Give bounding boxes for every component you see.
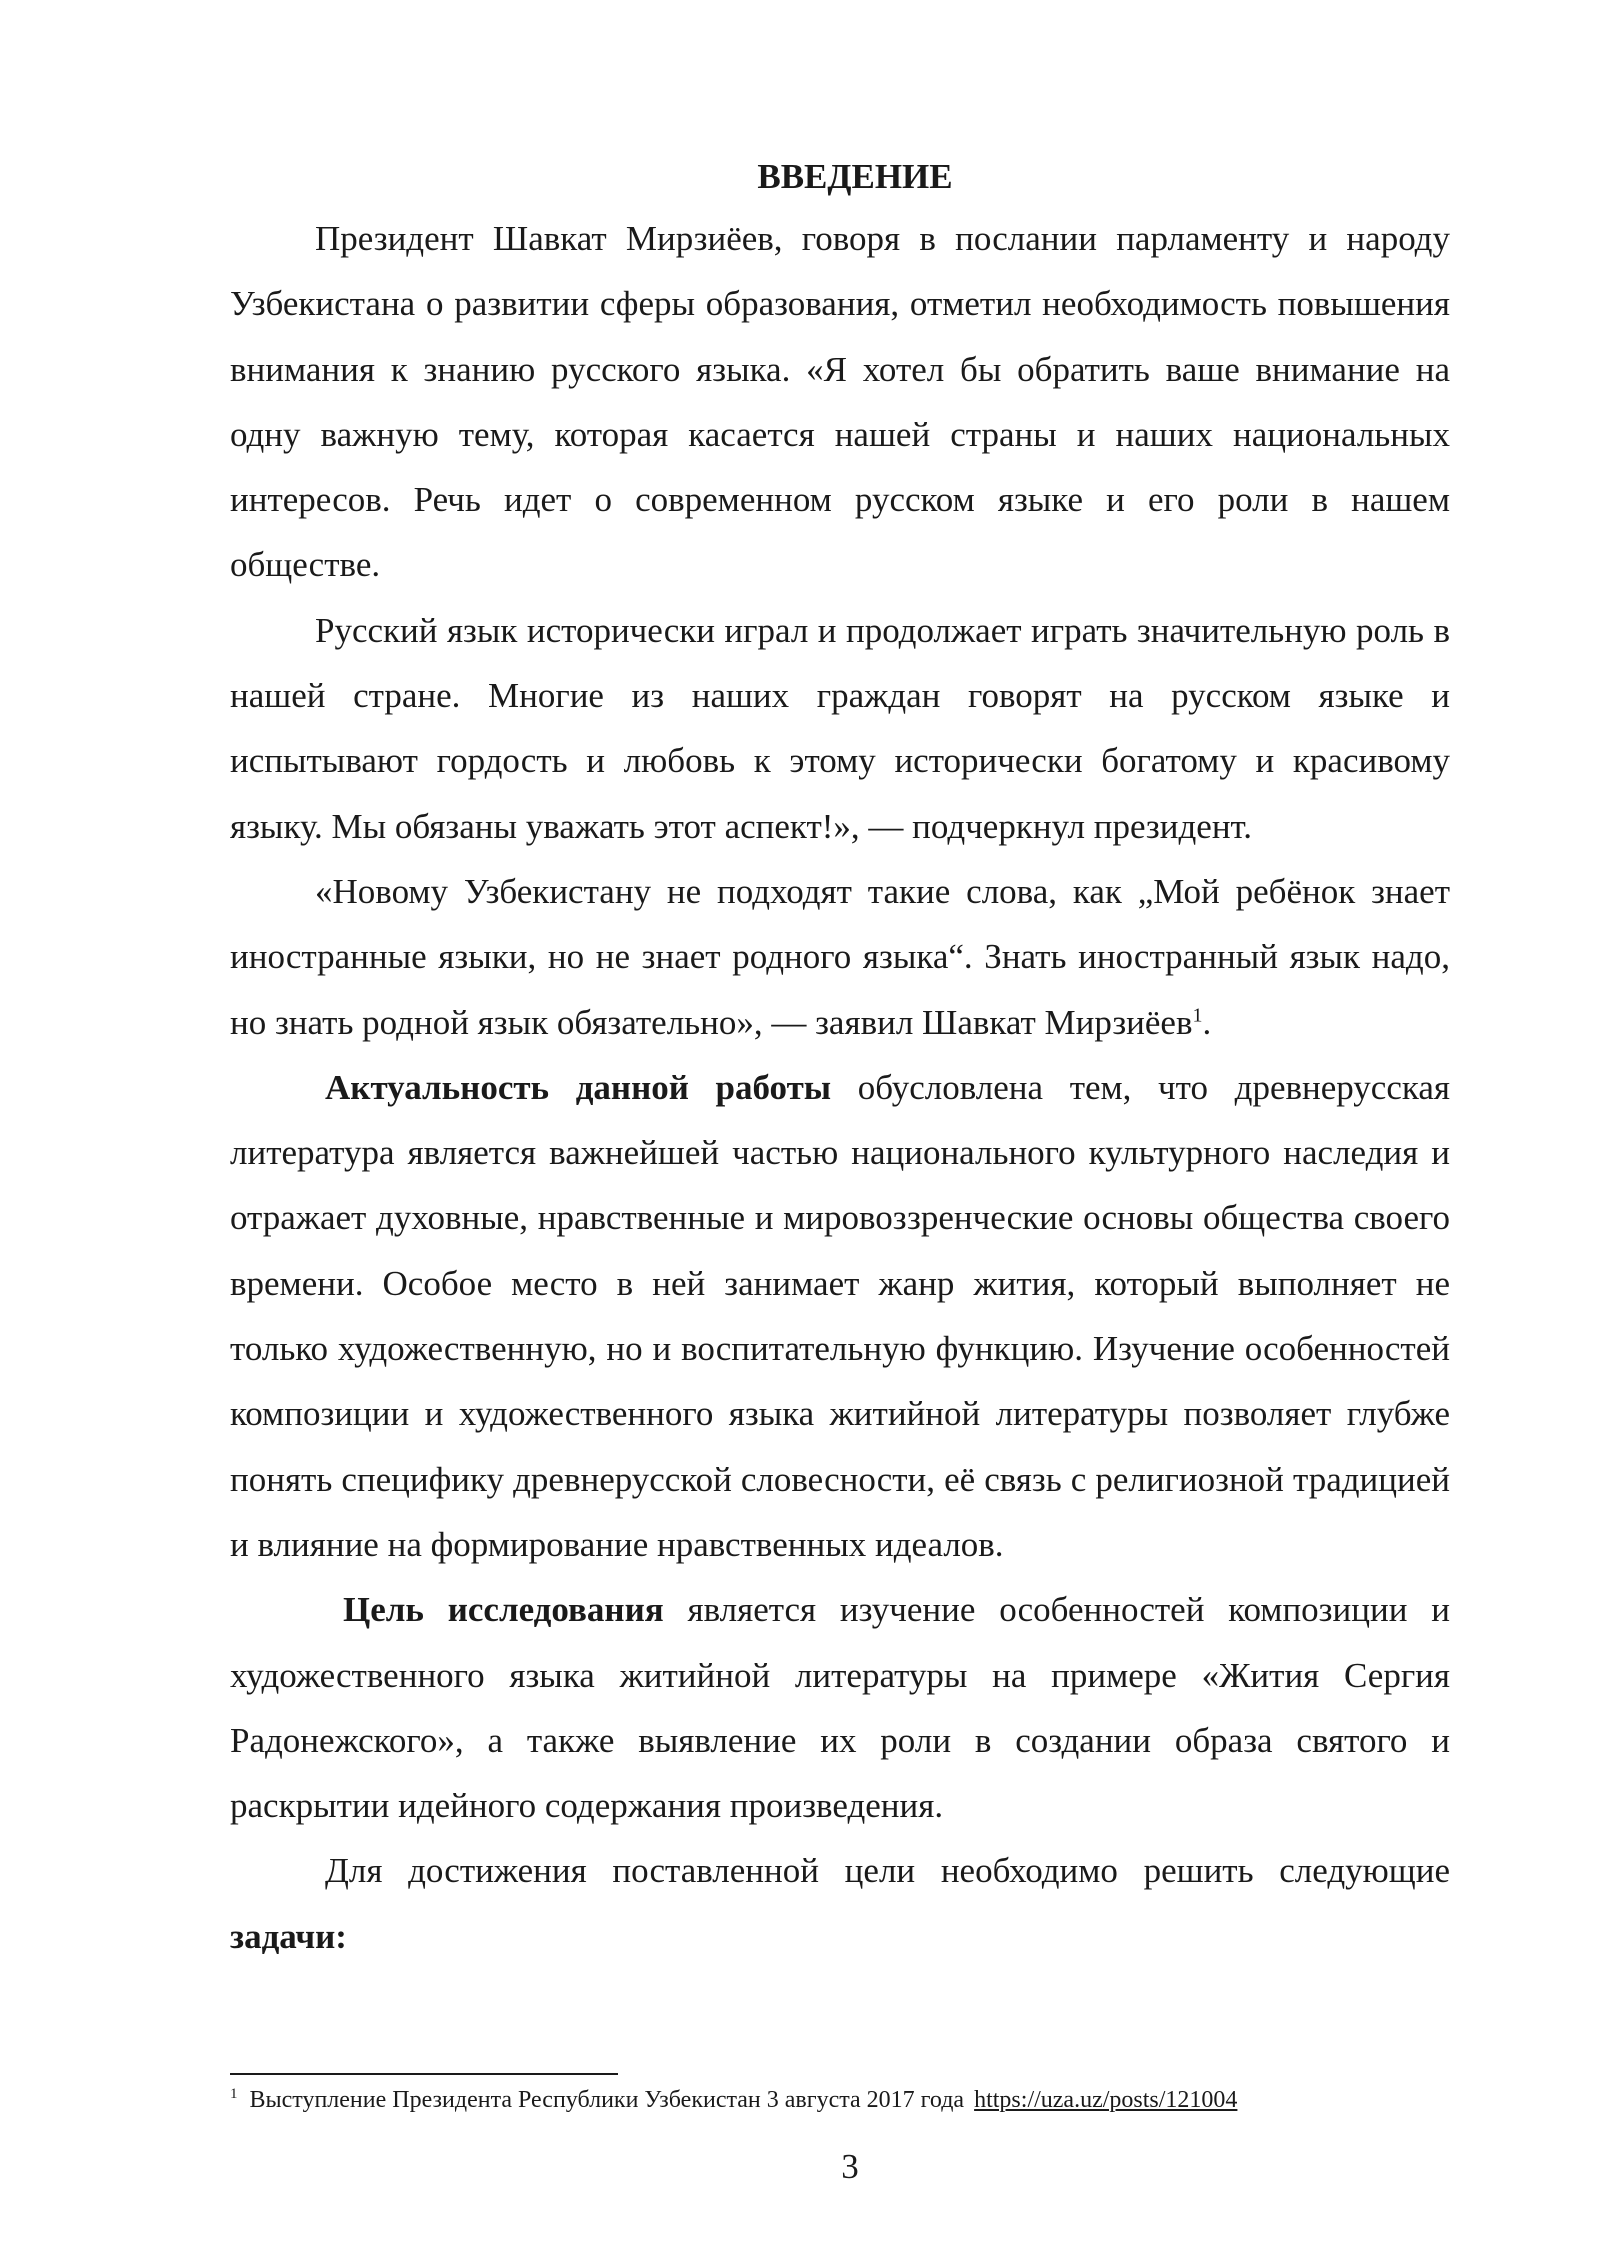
paragraph-native-language-quote — [230, 859, 1450, 1055]
paragraph-russian-language-role: Русский язык исторически играл и продолжает играть значительную роль в нашей стране. Многие из наших граждан говорят на русском языке и испытывают гордость и любовь к этому исторически богатому и красивому языку. Мы обязаны уважать этот аспект!», — подчеркнул президент. — [230, 610, 1450, 846]
footnote — [230, 2084, 1450, 2116]
goal-text: является изучение особенностей композиции и художественного языка житийной литературы на примере «Жития Сергия Радонежского», а также выявление их роли в создании образа святого и раскрытии идейного содержания произведения. — [230, 1590, 1450, 1826]
footnote-reference[interactable]: 1 — [1192, 1003, 1203, 1026]
paragraph-research-goal — [230, 1577, 1450, 1838]
goal-heading: Цель исследования — [343, 1590, 664, 1630]
quote-text: «Новому Узбекистану не подходят такие слова, как „Мой ребёнок знает иностранные языки, но не знает родного языка“. Знать иностранный язык надо, но знать родной язык обязательно», — заявил Шавкат Мирзиёев — [230, 871, 1450, 1042]
paragraph-relevance — [230, 1055, 1450, 1577]
footnote-link[interactable]: https://uza.uz/posts/121004 — [974, 2087, 1238, 2113]
footnote-separator — [230, 2073, 618, 2075]
relevance-heading: Актуальность данной работы — [325, 1067, 832, 1107]
footnote-text: Выступление Президента Республики Узбекистан 3 августа 2017 года — [249, 2087, 965, 2113]
tasks-intro-text: Для достижения поставленной цели необходимо решить следующие — [325, 1851, 1450, 1891]
tasks-heading: задачи: — [230, 1916, 347, 1956]
paragraph-tasks-intro — [230, 1838, 1450, 1969]
quote-end: . — [1202, 1002, 1212, 1042]
footnote-mark: 1 — [230, 2086, 238, 2102]
paragraph-president-address: Президент Шавкат Мирзиёев, говоря в послании парламенту и народу Узбекистана о развитии сферы образования, отметил необходимость повышения внимания к знанию русского языка. «Я хотел бы обратить ваше внимание на одну важную тему, которая касается нашей страны и наших национальных интересов. Речь идет о современном русском языке и его роли в нашем обществе. — [230, 219, 1450, 585]
page-body — [230, 148, 1450, 1969]
page-number: 3 — [841, 2147, 859, 2186]
relevance-text: обусловлена тем, что древнерусская литература является важнейшей частью национального культурного наследия и отражает духовные, нравственные и мировоззренческие основы общества своего времени. Особое место в ней занимает жанр жития, который выполняет не только художественную, но и воспитательную функцию. Изучение особенностей композиции и художественного языка житийной литературы позволяет глубже понять специфику древнерусской словесности, её связь с религиозной традицией и влияние на формирование нравственных идеалов. — [230, 1067, 1450, 1564]
page-title: ВВЕДЕНИЕ — [757, 157, 953, 196]
